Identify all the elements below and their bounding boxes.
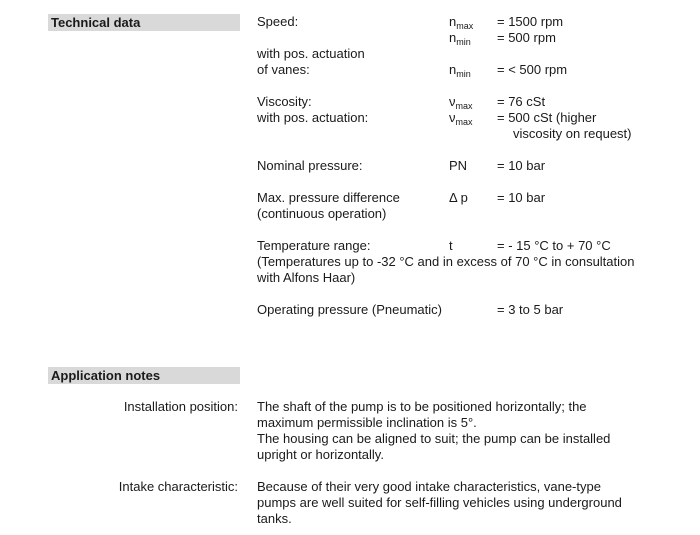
temperature-symbol: t xyxy=(449,238,453,253)
vanes-label-line2: of vanes: xyxy=(257,62,310,77)
max-pressure-diff-value: = 10 bar xyxy=(497,190,546,205)
installation-text-line4: upright or horizontally. xyxy=(257,447,384,462)
viscosity-symbol: $\nu_{max}$ xyxy=(449,94,473,111)
intake-characteristic-label: Intake characteristic: xyxy=(118,479,238,494)
nmax-value: = 1500 rpm xyxy=(497,14,564,29)
nominal-pressure-label: Nominal pressure: xyxy=(257,158,363,173)
temperature-value: = - 15 °C to + 70 °C xyxy=(497,238,611,253)
nominal-pressure-symbol: PN xyxy=(449,158,468,173)
nmin-symbol: $n_{min}$ xyxy=(449,30,471,47)
max-pressure-diff-sublabel: (continuous operation) xyxy=(257,206,387,221)
temperature-label: Temperature range: xyxy=(257,238,371,253)
temperature-note-line2: with Alfons Haar) xyxy=(257,270,356,285)
vanes-value: = < 500 rpm xyxy=(497,62,568,77)
max-pressure-diff-label: Max. pressure difference xyxy=(257,190,400,205)
operating-pressure-label: Operating pressure (Pneumatic) xyxy=(257,302,442,317)
intake-text-line3: tanks. xyxy=(257,511,292,526)
viscosity-label: Viscosity: xyxy=(257,94,312,109)
vanes-label-line1: with pos. actuation xyxy=(257,46,365,61)
installation-text-line1: The shaft of the pump is to be positioned horizontally; the xyxy=(257,399,587,414)
technical-data-heading: Technical data xyxy=(48,14,240,31)
installation-position-label: Installation position: xyxy=(123,399,238,414)
installation-text-line3: The housing can be aligned to suit; the pump can be installed xyxy=(257,431,611,446)
intake-text-line2: pumps are well suited for self-filling vehicles using underground xyxy=(257,495,622,510)
vanes-symbol: $n_{min}$ xyxy=(449,62,471,79)
intake-text-line1: Because of their very good intake characteristics, vane-type xyxy=(257,479,601,494)
viscosity-value: = 76 cSt xyxy=(497,94,546,109)
viscosity-actuation-symbol: $\nu_{max}$ xyxy=(449,110,473,127)
temperature-note-line1: (Temperatures up to -32 °C and in excess of 70 °C in consultation xyxy=(257,254,635,269)
nominal-pressure-value: = 10 bar xyxy=(497,158,546,173)
viscosity-actuation-label: with pos. actuation: xyxy=(257,110,369,125)
viscosity-actuation-note: viscosity on request) xyxy=(513,126,632,141)
nmax-symbol: $n_{max}$ xyxy=(449,14,474,31)
speed-label: Speed: xyxy=(257,14,299,29)
max-pressure-diff-symbol: Δ p xyxy=(449,190,468,205)
application-notes-heading: Application notes xyxy=(48,367,240,384)
operating-pressure-value: = 3 to 5 bar xyxy=(497,302,564,317)
viscosity-actuation-value: = 500 cSt (higher xyxy=(497,110,597,125)
installation-text-line2: maximum permissible inclination is 5°. xyxy=(257,415,477,430)
nmin-value: = 500 rpm xyxy=(497,30,556,45)
